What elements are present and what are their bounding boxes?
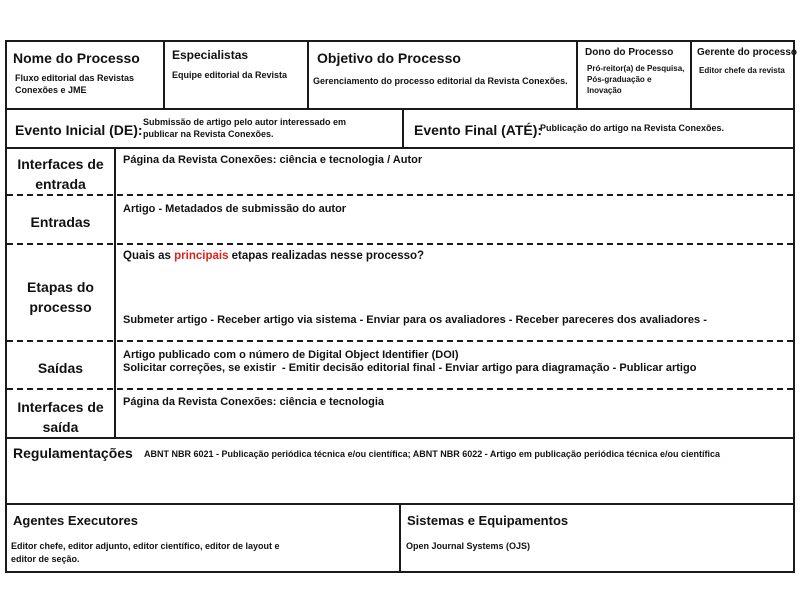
dono-do-processo-line-3: Inovação xyxy=(587,86,622,95)
evento-inicial xyxy=(5,108,404,149)
header-gerente-do-processo xyxy=(690,40,798,110)
interfaces-entrada-value: Página da Revista Conexões: ciência e tecnologia / Autor xyxy=(123,154,423,166)
regulamentacoes-title: Regulamentações xyxy=(13,445,133,461)
gerente-do-processo-value: Editor chefe da revista xyxy=(699,66,785,75)
nome-do-processo-title: Nome do Processo xyxy=(13,50,140,66)
agentes-executores-line-1: Editor chefe, editor adjunto, editor científico, editor de layout e xyxy=(11,541,280,551)
especialistas-value: Equipe editorial da Revista xyxy=(172,70,288,80)
objetivo-do-processo-value: Gerenciamento do processo editorial da Revista Conexões. xyxy=(313,76,568,86)
agentes-executores-title: Agentes Executores xyxy=(13,513,138,528)
agentes-executores-line-2: editor de seção. xyxy=(11,554,80,564)
header-dono-do-processo xyxy=(576,40,692,110)
interfaces-saida-label-line-2: saída xyxy=(42,419,79,435)
row-separator xyxy=(7,194,793,196)
interfaces-entrada-label-line-2: entrada xyxy=(35,176,86,192)
regulamentacoes xyxy=(5,437,795,505)
evento-inicial-value xyxy=(143,116,346,140)
interfaces-saida-label xyxy=(7,397,114,437)
row-separator xyxy=(7,243,793,245)
process-rows-section xyxy=(5,147,795,439)
header-nome-do-processo xyxy=(5,40,165,110)
evento-final-value: Publicação do artigo na Revista Conexões. xyxy=(540,123,725,133)
agentes-executores xyxy=(5,503,401,573)
interfaces-entrada-label xyxy=(7,154,114,194)
sistemas-equipamentos-title: Sistemas e Equipamentos xyxy=(407,513,569,528)
interfaces-saida-label-line-1: Interfaces de xyxy=(17,399,104,415)
etapas-steps xyxy=(123,280,707,408)
etapas-question-post: etapas realizadas nesse processo? xyxy=(228,250,425,262)
evento-inicial-line-2: publicar na Revista Conexões. xyxy=(143,129,274,139)
entradas-label: Entradas xyxy=(30,214,91,230)
regulamentacoes-value: ABNT NBR 6021 - Publicação periódica técnica e/ou científica; ABNT NBR 6022 - Artigo em publicação periódica técnica e/ou científica xyxy=(144,449,720,459)
label-column-divider xyxy=(114,147,116,439)
etapas-question-highlight: principais xyxy=(174,250,229,262)
gerente-do-processo-title: Gerente do processo xyxy=(697,47,798,58)
dono-do-processo-value xyxy=(587,63,693,96)
objetivo-do-processo-title: Objetivo do Processo xyxy=(317,50,461,66)
saidas-value: Artigo publicado com o número de Digital Object Identifier (DOI) xyxy=(123,349,459,361)
saidas-label: Saídas xyxy=(37,360,84,376)
etapas-label-line-2: processo xyxy=(29,299,92,315)
evento-inicial-title: Evento Inicial (DE): xyxy=(15,122,143,138)
etapas-steps-line-1: Submeter artigo - Receber artigo via sistema - Enviar para os avaliadores - Receber pareceres dos avaliadores - xyxy=(123,314,707,326)
etapas-label xyxy=(7,277,114,317)
header-objetivo-do-processo xyxy=(307,40,578,110)
etapas-steps-line-2: Solicitar correções, se existir - Emitir decisão editorial final - Enviar artigo para diagramação - Publicar artigo xyxy=(123,362,697,374)
etapas-question xyxy=(123,250,424,262)
nome-do-processo-line-1: Fluxo editorial das Revistas xyxy=(15,73,135,83)
evento-final-title: Evento Final (ATÉ): xyxy=(414,122,543,138)
etapas-question-pre: Quais as xyxy=(123,250,175,262)
sistemas-equipamentos-value: Open Journal Systems (OJS) xyxy=(406,541,531,551)
nome-do-processo-value xyxy=(15,72,165,96)
sistemas-equipamentos xyxy=(399,503,795,573)
interfaces-saida-value: Página da Revista Conexões: ciência e tecnologia xyxy=(123,396,385,408)
evento-inicial-line-1: Submissão de artigo pelo autor interessado em xyxy=(143,117,347,127)
entradas-value: Artigo - Metadados de submissão do autor xyxy=(123,203,347,215)
nome-do-processo-line-2: Conexões e JME xyxy=(15,85,87,95)
interfaces-entrada-label-line-1: Interfaces de xyxy=(17,156,104,172)
dono-do-processo-line-1: Pró-reitor(a) de Pesquisa, xyxy=(587,64,685,73)
dono-do-processo-title: Dono do Processo xyxy=(585,47,674,58)
dono-do-processo-line-2: Pós-graduação e xyxy=(587,75,652,84)
especialistas-title: Especialistas xyxy=(172,48,249,62)
agentes-executores-value xyxy=(11,540,280,566)
header-especialistas xyxy=(163,40,309,110)
etapas-label-line-1: Etapas do xyxy=(27,279,94,295)
evento-final xyxy=(402,108,795,149)
